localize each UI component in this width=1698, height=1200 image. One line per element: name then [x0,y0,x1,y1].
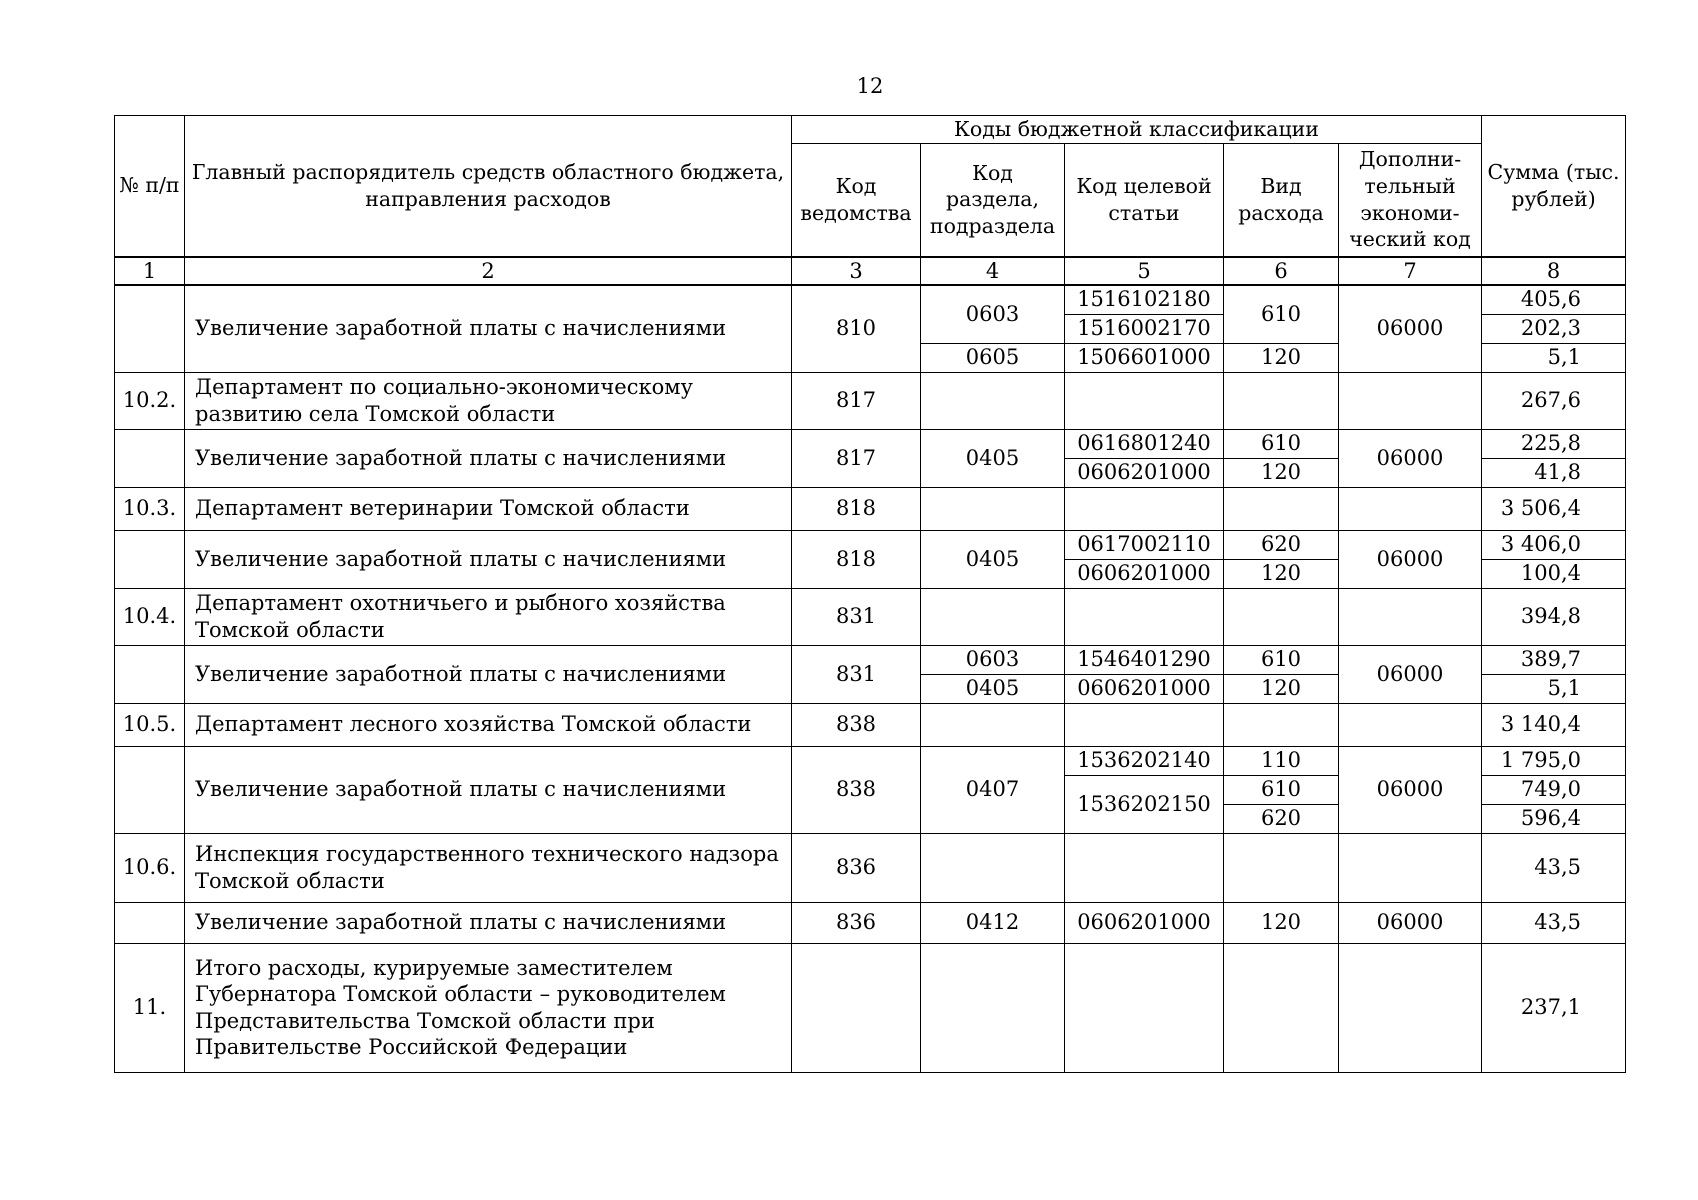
cell-vr: 120 [1224,559,1339,588]
cell-name: Департамент ветеринарии Томской области [185,487,792,530]
cell-no [115,645,185,703]
table-row [115,372,1626,429]
cell-dek: 06000 [1339,645,1482,703]
cell-vr: 120 [1224,674,1339,703]
cell-vr: 620 [1224,804,1339,833]
col-number: 3 [792,257,921,285]
cell-no [115,285,185,373]
table-row [115,285,1626,315]
header-sum: Сумма (тыс. рублей) [1482,116,1626,257]
cell-sum: 202,3 [1482,314,1626,343]
cell-cs [1065,487,1224,530]
header-codes-group: Коды бюджетной классификации [792,116,1482,144]
cell-name: Итого расходы, курируемые заместителем Губернатора Томской области – руководителем Представительства Томской области при Правительстве Российской Федерации [185,943,792,1072]
col-number: 2 [185,257,792,285]
cell-sum: 3 406,0 [1482,530,1626,559]
table-row [115,703,1626,746]
cell-name: Инспекция государственного технического надзора Томской области [185,833,792,902]
table-row [115,833,1626,902]
cell-razdel [921,588,1065,645]
cell-name: Увеличение заработной платы с начислениями [185,645,792,703]
col-number: 4 [921,257,1065,285]
table-row [115,902,1626,943]
cell-dek [1339,703,1482,746]
cell-dek: 06000 [1339,429,1482,487]
cell-ved [792,943,921,1072]
cell-sum: 749,0 [1482,775,1626,804]
cell-vr [1224,372,1339,429]
cell-sum: 43,5 [1482,833,1626,902]
cell-vr: 620 [1224,530,1339,559]
cell-cs [1065,833,1224,902]
table-row [115,746,1626,775]
cell-ved: 818 [792,530,921,588]
cell-razdel [921,372,1065,429]
cell-cs: 0606201000 [1065,458,1224,487]
table-row [115,943,1626,1072]
header-dek: Дополни-тельный экономи-ческий код [1339,144,1482,257]
col-number: 6 [1224,257,1339,285]
header-razdel: Код раздела, подраздела [921,144,1065,257]
cell-cs: 0606201000 [1065,902,1224,943]
cell-name: Увеличение заработной платы с начислениями [185,429,792,487]
cell-razdel: 0405 [921,674,1065,703]
cell-cs: 1536202140 [1065,746,1224,775]
cell-no: 10.6. [115,833,185,902]
table-row [115,487,1626,530]
table-row [115,588,1626,645]
cell-vr: 120 [1224,343,1339,372]
cell-razdel: 0405 [921,530,1065,588]
cell-name: Увеличение заработной платы с начислениями [185,530,792,588]
table-row [115,645,1626,674]
cell-cs [1065,943,1224,1072]
cell-vr [1224,943,1339,1072]
cell-cs: 0606201000 [1065,559,1224,588]
cell-razdel: 0407 [921,746,1065,833]
cell-razdel [921,703,1065,746]
cell-sum: 41,8 [1482,458,1626,487]
cell-no: 10.3. [115,487,185,530]
cell-dek: 06000 [1339,530,1482,588]
cell-razdel [921,943,1065,1072]
cell-name: Увеличение заработной платы с начислениями [185,746,792,833]
cell-name: Департамент охотничьего и рыбного хозяйства Томской области [185,588,792,645]
cell-cs: 0606201000 [1065,674,1224,703]
cell-dek [1339,588,1482,645]
cell-sum: 100,4 [1482,559,1626,588]
cell-cs: 0617002110 [1065,530,1224,559]
cell-cs: 1536202150 [1065,775,1224,833]
cell-ved: 817 [792,429,921,487]
cell-ved: 838 [792,703,921,746]
cell-sum: 237,1 [1482,943,1626,1072]
cell-dek: 06000 [1339,746,1482,833]
cell-razdel: 0405 [921,429,1065,487]
col-number: 1 [115,257,185,285]
cell-no [115,902,185,943]
cell-sum: 267,6 [1482,372,1626,429]
cell-sum: 3 140,4 [1482,703,1626,746]
cell-sum: 1 795,0 [1482,746,1626,775]
cell-dek [1339,833,1482,902]
cell-ved: 817 [792,372,921,429]
header-cs: Код целевой статьи [1065,144,1224,257]
cell-sum: 225,8 [1482,429,1626,458]
cell-no: 10.2. [115,372,185,429]
column-number-row [115,257,1626,285]
col-number: 8 [1482,257,1626,285]
header-no: № п/п [115,116,185,257]
cell-cs: 1516102180 [1065,285,1224,315]
cell-cs [1065,588,1224,645]
cell-ved: 810 [792,285,921,373]
cell-name: Увеличение заработной платы с начислениями [185,285,792,373]
cell-sum: 3 506,4 [1482,487,1626,530]
cell-no: 10.4. [115,588,185,645]
cell-vr: 610 [1224,285,1339,344]
cell-dek: 06000 [1339,285,1482,373]
cell-name: Департамент по социально-экономическому развитию села Томской области [185,372,792,429]
cell-vr [1224,487,1339,530]
cell-no [115,429,185,487]
page-number: 12 [856,74,884,98]
cell-no [115,746,185,833]
budget-table [114,115,1626,1073]
cell-dek [1339,487,1482,530]
cell-cs: 1506601000 [1065,343,1224,372]
cell-sum: 43,5 [1482,902,1626,943]
cell-vr: 610 [1224,429,1339,458]
cell-sum: 389,7 [1482,645,1626,674]
col-number: 7 [1339,257,1482,285]
cell-razdel [921,487,1065,530]
cell-name: Департамент лесного хозяйства Томской области [185,703,792,746]
cell-cs: 1516002170 [1065,314,1224,343]
cell-vr [1224,588,1339,645]
cell-sum: 5,1 [1482,674,1626,703]
cell-ved: 818 [792,487,921,530]
cell-ved: 831 [792,645,921,703]
cell-ved: 838 [792,746,921,833]
table-row [115,429,1626,458]
cell-dek [1339,372,1482,429]
table-row [115,530,1626,559]
cell-name: Увеличение заработной платы с начислениями [185,902,792,943]
col-number: 5 [1065,257,1224,285]
header-vr: Вид расхода [1224,144,1339,257]
cell-no: 10.5. [115,703,185,746]
cell-razdel: 0603 [921,285,1065,344]
cell-cs: 0616801240 [1065,429,1224,458]
cell-sum: 394,8 [1482,588,1626,645]
cell-razdel: 0605 [921,343,1065,372]
cell-razdel: 0412 [921,902,1065,943]
cell-ved: 836 [792,902,921,943]
cell-sum: 596,4 [1482,804,1626,833]
cell-no: 11. [115,943,185,1072]
cell-razdel [921,833,1065,902]
cell-ved: 831 [792,588,921,645]
cell-cs: 1546401290 [1065,645,1224,674]
cell-vr [1224,833,1339,902]
cell-vr: 610 [1224,775,1339,804]
cell-cs [1065,703,1224,746]
cell-vr: 120 [1224,458,1339,487]
cell-ved: 836 [792,833,921,902]
cell-no [115,530,185,588]
header-ved: Код ведомства [792,144,921,257]
cell-vr: 120 [1224,902,1339,943]
cell-sum: 405,6 [1482,285,1626,315]
cell-cs [1065,372,1224,429]
cell-vr: 610 [1224,645,1339,674]
cell-razdel: 0603 [921,645,1065,674]
cell-dek [1339,943,1482,1072]
header-row [115,116,1626,144]
cell-vr: 110 [1224,746,1339,775]
cell-dek: 06000 [1339,902,1482,943]
header-name: Главный распорядитель средств областного бюджета, направления расходов [185,116,792,257]
cell-vr [1224,703,1339,746]
cell-sum: 5,1 [1482,343,1626,372]
